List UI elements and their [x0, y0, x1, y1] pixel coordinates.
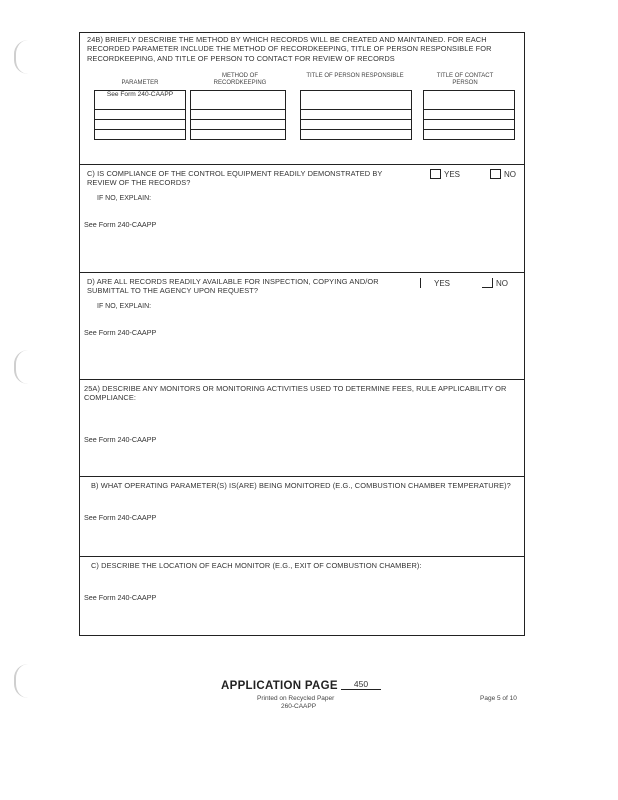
- yes-checkbox[interactable]: [420, 278, 431, 288]
- section-25a: [80, 380, 524, 477]
- answer-25a: See Form 240-CAAPP: [84, 435, 157, 444]
- question-25c: C) DESCRIBE THE LOCATION OF EACH MONITOR (E.G., EXIT OF COMBUSTION CHAMBER):: [91, 561, 422, 570]
- records-table-responsible: [300, 90, 412, 140]
- table-cell[interactable]: [191, 110, 286, 120]
- binder-hole-bottom: [14, 664, 30, 698]
- no-checkbox[interactable]: [490, 169, 501, 179]
- form-id: 260-CAAPP: [281, 703, 317, 710]
- section-24c: [80, 165, 524, 273]
- records-table-method: [190, 90, 286, 140]
- table-cell[interactable]: [424, 110, 515, 120]
- column-header-responsible: TITLE OF PERSON RESPONSIBLE: [306, 73, 404, 79]
- table-cell[interactable]: [424, 120, 515, 130]
- yes-label: YES: [434, 279, 451, 288]
- table-cell[interactable]: [95, 130, 186, 140]
- table-cell[interactable]: [424, 91, 515, 110]
- table-cell[interactable]: [424, 130, 515, 140]
- application-page-number: 450: [341, 679, 381, 690]
- table-cell[interactable]: [301, 130, 412, 140]
- table-cell[interactable]: [301, 110, 412, 120]
- application-page-title: APPLICATION PAGE: [221, 680, 338, 692]
- no-checkbox[interactable]: [482, 278, 493, 288]
- table-cell[interactable]: [95, 91, 186, 110]
- question-24d: D) ARE ALL RECORDS READILY AVAILABLE FOR INSPECTION, COPYING AND/OR SUBMITTAL TO THE AGENCY UPON REQUEST?: [87, 277, 379, 296]
- yes-checkbox[interactable]: [430, 169, 441, 179]
- section-25b: [80, 477, 524, 557]
- yes-label: YES: [444, 170, 461, 179]
- page-of: Page 5 of 10: [480, 695, 517, 702]
- table-cell[interactable]: [95, 120, 186, 130]
- explain-label: IF NO, EXPLAIN:: [97, 303, 152, 310]
- table-cell[interactable]: [191, 120, 286, 130]
- section-24d: [80, 273, 524, 380]
- column-header-method: METHOD OF RECORDKEEPING: [213, 73, 267, 86]
- binder-hole-middle: [14, 350, 30, 384]
- no-label: NO: [504, 170, 516, 179]
- table-cell[interactable]: [95, 110, 186, 120]
- records-table-parameter: [94, 90, 186, 140]
- printed-on-recycled-paper: Printed on Recycled Paper: [257, 695, 335, 702]
- binder-hole-top: [14, 40, 30, 74]
- question-25b: B) WHAT OPERATING PARAMETER(S) IS(ARE) BEING MONITORED (E.G., COMBUSTION CHAMBER TEMPERATURE)?: [91, 481, 511, 490]
- question-24c: C) IS COMPLIANCE OF THE CONTROL EQUIPMENT READILY DEMONSTRATED BY REVIEW OF THE RECORDS?: [87, 169, 383, 188]
- table-cell[interactable]: [301, 120, 412, 130]
- column-header-parameter: PARAMETER: [121, 80, 159, 86]
- question-25a: 25A) DESCRIBE ANY MONITORS OR MONITORING ACTIVITIES USED TO DETERMINE FEES, RULE APPLICABILITY OR COMPLIANCE:: [84, 384, 507, 403]
- table-cell[interactable]: [191, 91, 286, 110]
- question-24b: 24B) BRIEFLY DESCRIBE THE METHOD BY WHICH RECORDS WILL BE CREATED AND MAINTAINED. FOR EACH RECORDED PARAMETER INCLUDE THE METHOD OF RECORDKEEPING, TITLE OF PERSON RESPONSIBLE FOR RECORDKEEPING, AND TITLE OF PERSON TO CONTACT FOR REVIEW OF RECORDS: [87, 35, 492, 63]
- explain-label: IF NO, EXPLAIN:: [97, 195, 152, 202]
- table-cell[interactable]: [191, 130, 286, 140]
- records-table-contact: [423, 90, 515, 140]
- section-25c: [80, 557, 524, 635]
- column-header-contact: TITLE OF CONTACT PERSON: [436, 73, 494, 86]
- no-label: NO: [496, 279, 508, 288]
- application-form: [79, 32, 525, 636]
- answer-25b: See Form 240-CAAPP: [84, 513, 157, 522]
- table-cell[interactable]: [301, 91, 412, 110]
- see-form-reference: See Form 240-CAAPP: [106, 91, 174, 98]
- explain-answer: See Form 240-CAAPP: [84, 220, 157, 229]
- section-24b: [80, 33, 524, 165]
- answer-25c: See Form 240-CAAPP: [84, 593, 157, 602]
- explain-answer: See Form 240-CAAPP: [84, 328, 157, 337]
